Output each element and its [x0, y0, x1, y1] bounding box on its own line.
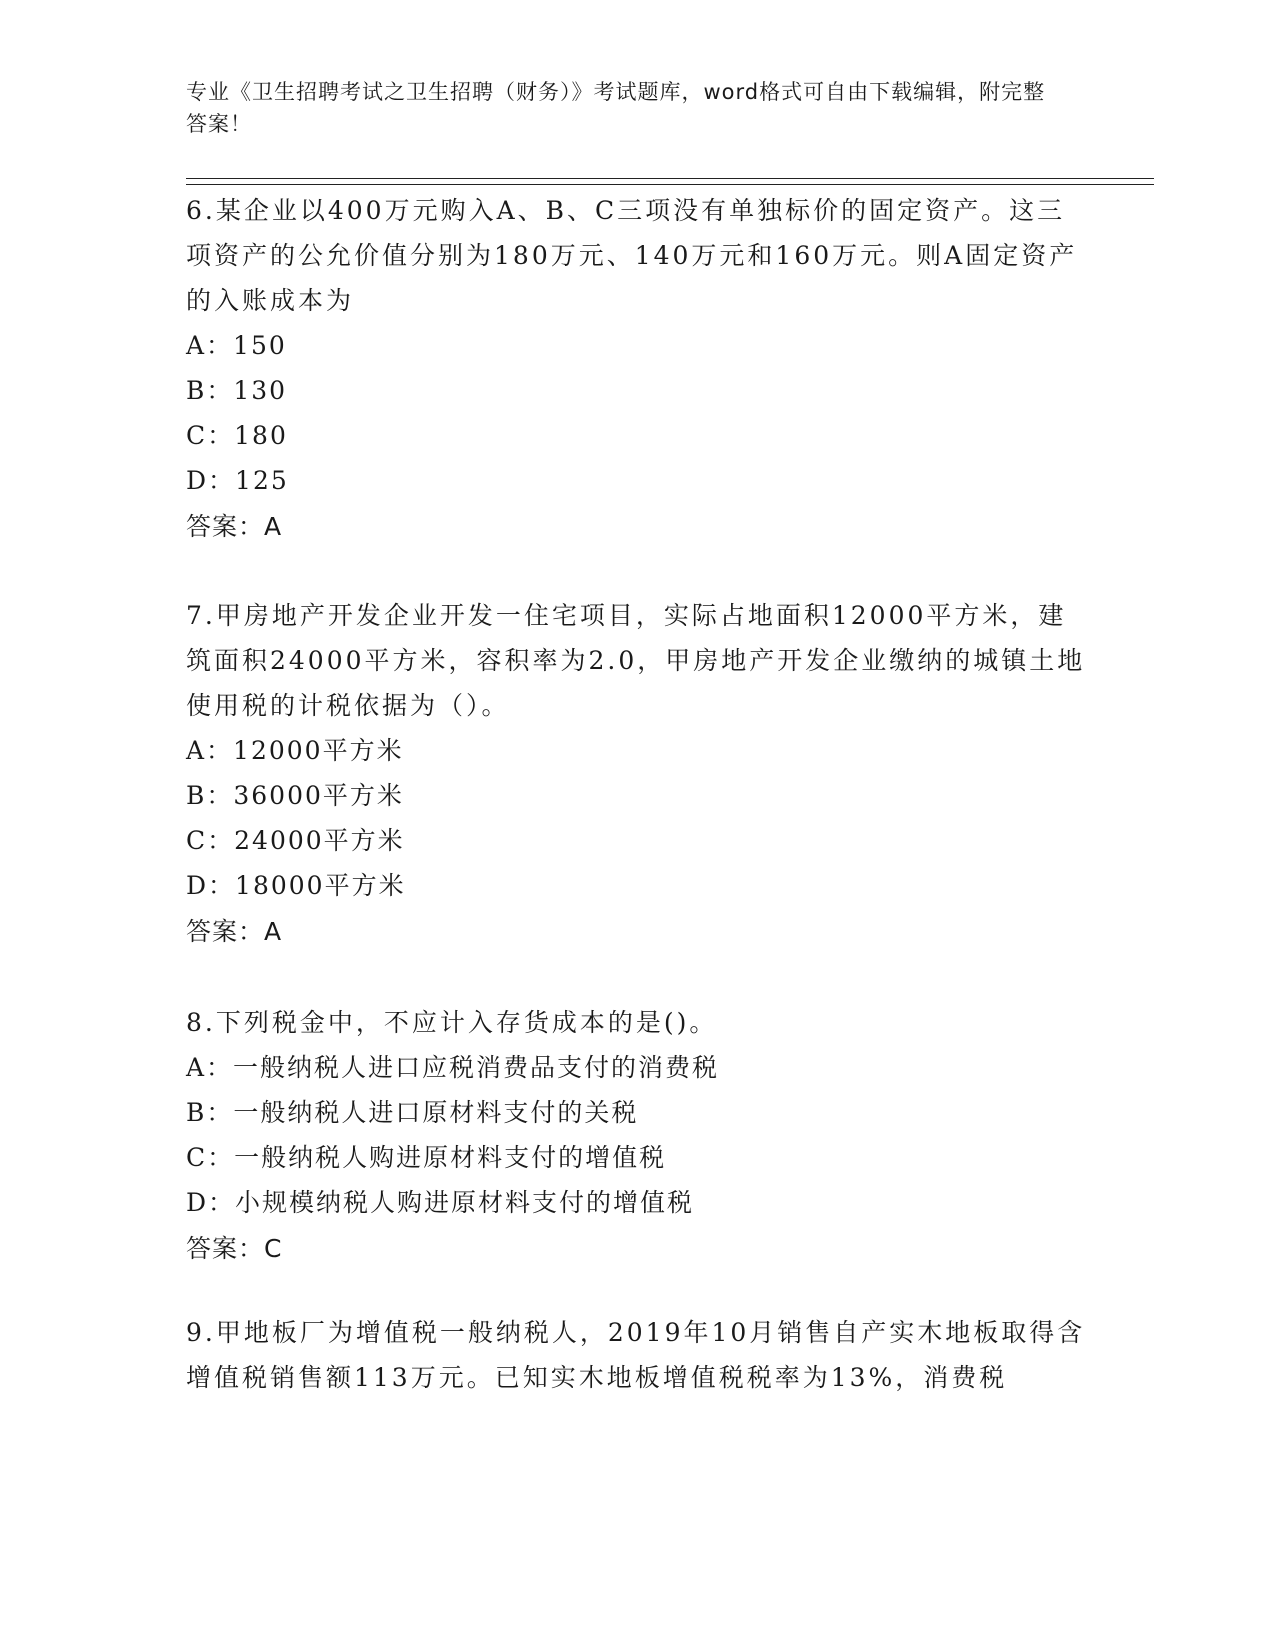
answer: 答案：C — [186, 1234, 283, 1263]
answer: 答案：A — [186, 512, 283, 541]
question-stem: 6.某企业以400万元购入A、B、C三项没有单独标价的固定资产。这三项资产的公允价值分别为180万元、140万元和160万元。则A固定资产的入账成本为 — [186, 196, 1078, 315]
question-6 — [186, 188, 1086, 549]
option-d: D：小规模纳税人购进原材料支付的增值税 — [186, 1188, 695, 1217]
header-divider-bottom — [186, 184, 1154, 185]
option-c: C：24000平方米 — [186, 826, 405, 855]
document-header: 专业《卫生招聘考试之卫生招聘（财务）》考试题库，word格式可自由下载编辑，附完整答案！ — [186, 80, 1046, 136]
option-b: B：130 — [186, 376, 288, 405]
option-a: A：一般纳税人进口应税消费品支付的消费税 — [186, 1053, 720, 1082]
header-divider-top — [186, 178, 1154, 179]
question-7 — [186, 593, 1086, 954]
answer: 答案：A — [186, 917, 283, 946]
option-b: B：36000平方米 — [186, 781, 404, 810]
question-stem: 8.下列税金中，不应计入存货成本的是()。 — [186, 1008, 718, 1037]
option-b: B：一般纳税人进口原材料支付的关税 — [186, 1098, 639, 1127]
option-a: A：150 — [186, 331, 287, 360]
option-c: C：一般纳税人购进原材料支付的增值税 — [186, 1143, 667, 1172]
option-d: D：125 — [186, 466, 289, 495]
option-c: C：180 — [186, 421, 288, 450]
option-d: D：18000平方米 — [186, 871, 406, 900]
question-8 — [186, 1000, 1086, 1271]
question-9 — [186, 1310, 1086, 1400]
question-stem: 9.甲地板厂为增值税一般纳税人，2019年10月销售自产实木地板取得含增值税销售额113万元。已知实木地板增值税税率为13%，消费税 — [186, 1318, 1086, 1392]
option-a: A：12000平方米 — [186, 736, 404, 765]
question-stem: 7.甲房地产开发企业开发一住宅项目，实际占地面积12000平方米，建筑面积24000平方米，容积率为2.0，甲房地产开发企业缴纳的城镇土地使用税的计税依据为（）。 — [186, 601, 1086, 720]
